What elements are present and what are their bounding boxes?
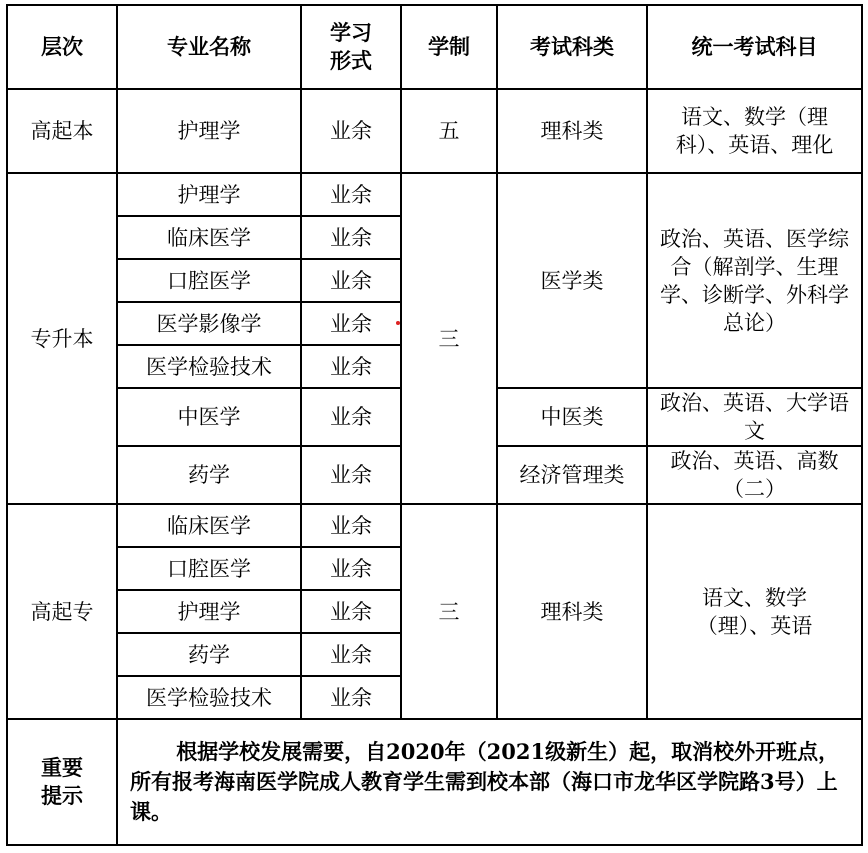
exam-category-cell: 理科类 [497, 504, 647, 719]
major-cell: 护理学 [117, 590, 301, 633]
header-exam-subjects: 统一考试科目 [647, 5, 862, 89]
major-cell: 药学 [117, 633, 301, 676]
major-cell: 护理学 [117, 89, 301, 173]
mode-cell: 业余 [301, 259, 401, 302]
major-cell: 临床医学 [117, 216, 301, 259]
major-cell: 中医学 [117, 388, 301, 446]
exam-category-cell: 经济管理类 [497, 446, 647, 504]
header-level: 层次 [7, 5, 117, 89]
mode-cell: 业余 [301, 676, 401, 719]
exam-subjects-cell: 政治、英语、大学语文 [647, 388, 862, 446]
exam-category-cell: 理科类 [497, 89, 647, 173]
level-cell: 高起本 [7, 89, 117, 173]
major-cell: 药学 [117, 446, 301, 504]
exam-category-cell: 医学类 [497, 173, 647, 388]
major-cell: 护理学 [117, 173, 301, 216]
notice-row [7, 719, 862, 845]
mode-cell: 业余 [301, 216, 401, 259]
major-cell: 口腔医学 [117, 259, 301, 302]
major-cell: 口腔医学 [117, 547, 301, 590]
level-cell: 专升本 [7, 173, 117, 504]
mode-cell: 业余 [301, 547, 401, 590]
table-row [7, 504, 862, 547]
exam-category-cell: 中医类 [497, 388, 647, 446]
mode-cell: 业余 [301, 173, 401, 216]
duration-cell: 五 [401, 89, 497, 173]
duration-cell: 三 [401, 173, 497, 504]
exam-subjects-cell: 语文、数学（理）、英语 [647, 504, 862, 719]
header-major: 专业名称 [117, 5, 301, 89]
mode-cell: 业余 [301, 504, 401, 547]
mode-cell: 业余 [301, 590, 401, 633]
mode-cell: 业余 [301, 89, 401, 173]
major-cell: 医学检验技术 [117, 345, 301, 388]
mode-cell: 业余 [301, 446, 401, 504]
header-study-mode: 学习形式 [301, 5, 401, 89]
mode-cell: 业余 [301, 345, 401, 388]
notice-label: 重要提示 [7, 719, 117, 845]
major-cell: 医学影像学 [117, 302, 301, 345]
mode-cell: 业余 [301, 388, 401, 446]
table-row [7, 89, 862, 173]
header-row [7, 5, 862, 89]
notice-text: 根据学校发展需要，自2020年（2021级新生）起，取消校外开班点，所有报考海南医学院成人教育学生需到校本部（海口市龙华区学院路3号）上课。 [117, 719, 862, 845]
level-cell: 高起专 [7, 504, 117, 719]
enrollment-table [6, 4, 863, 846]
header-duration: 学制 [401, 5, 497, 89]
mode-cell: 业余 [301, 302, 401, 345]
exam-subjects-cell: 政治、英语、高数（二） [647, 446, 862, 504]
red-dot-marker [396, 321, 400, 325]
major-cell: 临床医学 [117, 504, 301, 547]
table-row [7, 173, 862, 216]
exam-subjects-cell: 语文、数学（理科）、英语、理化 [647, 89, 862, 173]
duration-cell: 三 [401, 504, 497, 719]
exam-subjects-cell: 政治、英语、医学综合（解剖学、生理学、诊断学、外科学总论） [647, 173, 862, 388]
header-exam-category: 考试科类 [497, 5, 647, 89]
mode-cell: 业余 [301, 633, 401, 676]
major-cell: 医学检验技术 [117, 676, 301, 719]
